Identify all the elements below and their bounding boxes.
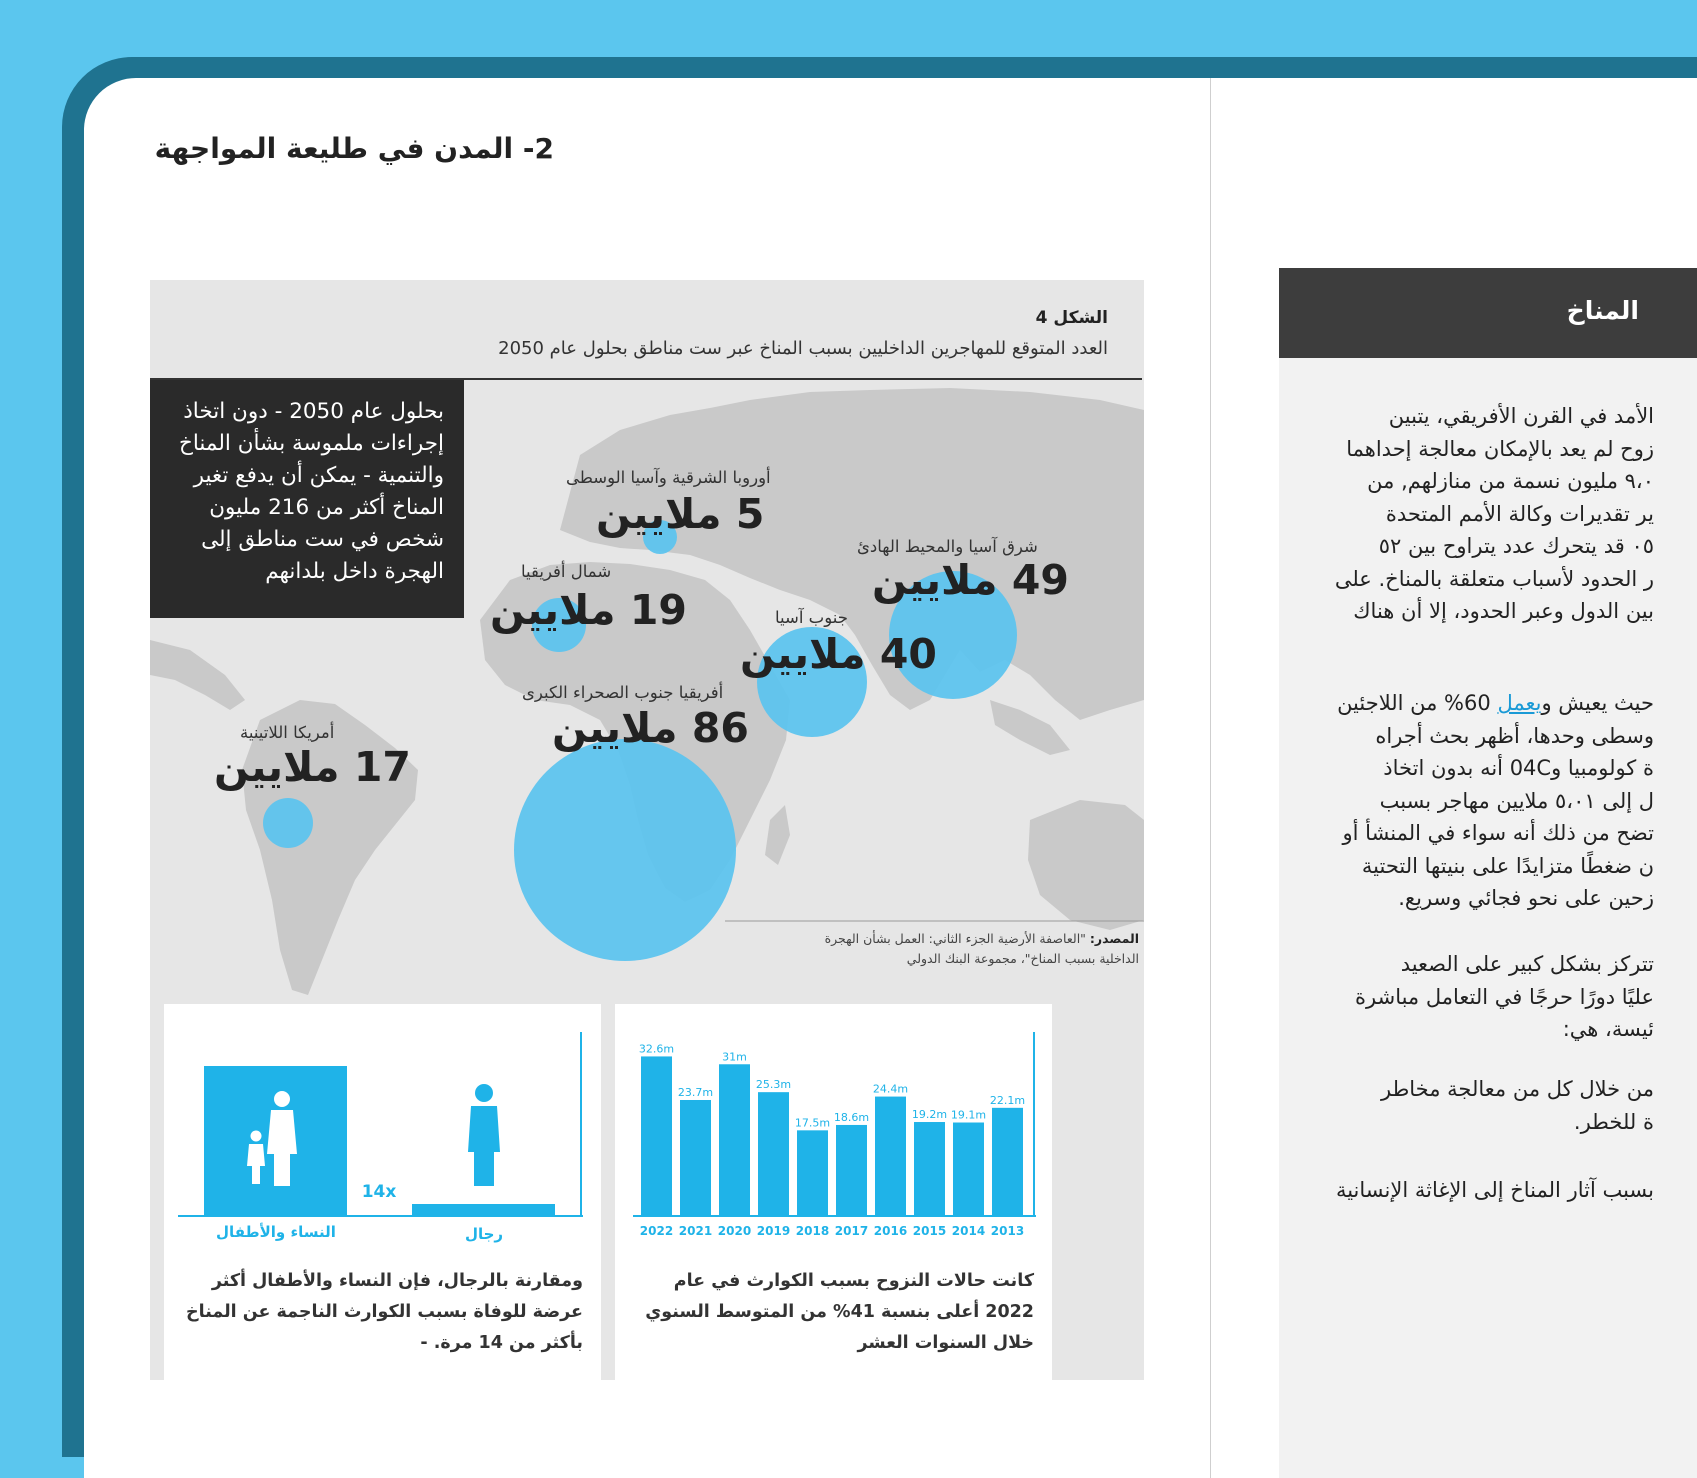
source-text: "العاصفة الأرضية الجزء الثاني: العمل بشأن الهجرة الداخلية بسبب المناخ"، مجموعة البنك الدولي	[824, 931, 1139, 966]
sidebar-line: وسطى وحدها، أظهر بحث أجراه	[1375, 723, 1654, 748]
sidebar-line: عليًا دورًا حرجًا في التعامل مباشرة	[1355, 984, 1654, 1009]
x-tick-label: 2019	[756, 1224, 791, 1238]
figure-caption: العدد المتوقع للمهاجرين الداخليين بسبب المناخ عبر ست مناطق بحلول عام 2050	[498, 338, 1108, 359]
bar-2022	[641, 1056, 672, 1216]
sidebar-paragraph-2	[1234, 687, 1654, 915]
bar-2014	[953, 1123, 984, 1216]
bar-2020	[719, 1064, 750, 1216]
region-value-east-asia-pacific: 49 ملايين	[872, 556, 1069, 604]
sidebar-line: تضح من ذلك أنه سواء في المنشأ أو	[1342, 821, 1654, 845]
multiplier-label: 14x	[361, 1182, 397, 1202]
sidebar-line: ر الحدود لأسباب متعلقة بالمناخ. على	[1334, 566, 1654, 591]
sidebar-line: من خلال كل من معالجة مخاطر	[1380, 1077, 1654, 1101]
mortality-text: ومقارنة بالرجال، فإن النساء والأطفال أكثر عرضة للوفاة بسبب الكوارث الناجمة عن المناخ بأكثر من 14 مرة. -	[186, 1271, 583, 1353]
bar-value-label: 19.2m	[911, 1108, 948, 1122]
region-value-europe-central-asia: 5 ملايين	[596, 490, 765, 538]
sidebar-paragraph-1	[1234, 400, 1654, 628]
x-tick-label: 2016	[873, 1224, 908, 1238]
bubble-sub-saharan-africa	[514, 739, 736, 961]
x-tick-label: 2015	[912, 1224, 947, 1238]
men-bar	[412, 1204, 555, 1216]
region-value-sub-saharan-africa: 86 ملايين	[552, 704, 749, 752]
sidebar-line: ن ضغطًا متزايدًا على بنيتها التحتية	[1361, 853, 1654, 878]
region-value-latin-america: 17 ملايين	[214, 743, 411, 791]
section-title: 2- المدن في طليعة المواجهة	[154, 132, 554, 165]
sidebar-line: ٠٥ قد يتحرك عدد يتراوح بين ٥٢	[1378, 534, 1654, 558]
region-name-east-asia-pacific: شرق آسيا والمحيط الهادئ	[857, 537, 1038, 556]
sidebar-line: بسبب آثار المناخ إلى الإغاثة الإنسانية	[1335, 1178, 1654, 1202]
region-name-europe-central-asia: أوروبا الشرقية وآسيا الوسطى	[566, 468, 771, 487]
bar-value-label: 23.7m	[677, 1085, 714, 1099]
bar-value-label: 19.1m	[950, 1108, 987, 1122]
document-page	[84, 78, 1697, 1478]
region-name-north-africa: شمال أفريقيا	[521, 562, 612, 581]
sidebar-link[interactable]: يعمل	[1497, 691, 1542, 715]
displacement-bar-chart	[615, 1004, 1052, 1264]
region-name-latin-america: أمريكا اللاتينية	[240, 723, 335, 742]
bar-value-label: 18.6m	[833, 1110, 870, 1124]
sidebar-header-title: المناخ	[1566, 296, 1639, 325]
sidebar-line: ة كولومبيا و04C أنه بدون اتخاذ	[1383, 756, 1654, 780]
sidebar-line: ة للخطر.	[1573, 1109, 1654, 1134]
bar-2018	[797, 1130, 828, 1216]
sidebar-paragraph-3	[1234, 948, 1654, 1046]
x-tick-label: 2014	[951, 1224, 986, 1238]
region-name-sub-saharan-africa: أفريقيا جنوب الصحراء الكبرى	[522, 683, 724, 702]
region-value-north-africa: 19 ملايين	[490, 586, 687, 634]
bar-value-label: 24.4m	[872, 1082, 909, 1096]
bar-2015	[914, 1122, 945, 1216]
bar-2016	[875, 1097, 906, 1216]
source-label: المصدر:	[1089, 931, 1139, 946]
mortality-panel	[164, 1004, 601, 1380]
region-name-south-asia: جنوب آسيا	[775, 608, 848, 627]
man-icon	[468, 1084, 500, 1186]
sidebar-line: تتركز بشكل كبير على الصعيد	[1400, 952, 1654, 976]
region-value-south-asia: 40 ملايين	[740, 630, 937, 678]
bar-2017	[836, 1125, 867, 1216]
bar-value-label: 32.6m	[638, 1042, 675, 1056]
sidebar-line: ير تقديرات وكالة الأمم المتحدة	[1385, 501, 1654, 526]
bar-value-label: 17.5m	[794, 1116, 831, 1130]
bubble-latin-america	[263, 798, 313, 848]
sidebar-paragraph-5	[1234, 1174, 1654, 1207]
sidebar-paragraph-4	[1234, 1073, 1654, 1138]
sidebar-header	[1279, 268, 1697, 358]
x-tick-label: 2022	[639, 1224, 674, 1238]
figure-label: الشكل 4	[1035, 308, 1108, 328]
sidebar-text: حيث يعيش و	[1541, 691, 1654, 715]
sidebar-line: ئيسة، هي:	[1562, 1017, 1654, 1041]
figure-callout: بحلول عام 2050 - دون اتخاذ إجراءات ملموسة بشأن المناخ والتنمية - يمكن أن يدفع تغير المناخ أكثر من 216 مليون شخص في ست مناطق إلى الهجرة داخل بلدانهم	[150, 380, 464, 618]
x-tick-label: 2018	[795, 1224, 830, 1238]
mortality-graphic	[164, 1004, 601, 1264]
sidebar-text: 60% من اللاجئين	[1337, 691, 1491, 715]
column-divider	[1210, 78, 1211, 1478]
bar-value-label: 25.3m	[755, 1078, 792, 1092]
x-tick-label: 2020	[717, 1224, 752, 1238]
sidebar-line: الأمد في القرن الأفريقي، يتبين	[1388, 404, 1654, 428]
bar-2013	[992, 1108, 1023, 1216]
bar-2021	[680, 1100, 711, 1216]
sidebar-line: بين الدول وعبر الحدود، إلا أن هناك	[1353, 599, 1654, 623]
sidebar-line: ل إلى ٥،٠١ ملايين مهاجر بسبب	[1379, 788, 1654, 813]
sidebar-line: زحين على نحو فجائي وسريع.	[1398, 886, 1654, 910]
infographic	[150, 280, 1144, 1380]
figure-source	[819, 929, 1139, 969]
sidebar-line: زوح لم يعد بالإمكان معالجة إحداهما	[1346, 436, 1654, 461]
sidebar-line: ٩،٠ مليون نسمة من منازلهم, من	[1367, 469, 1654, 493]
displacement-panel	[615, 1004, 1052, 1380]
bar-2019	[758, 1092, 789, 1216]
displacement-text: كانت حالات النزوح بسبب الكوارث في عام 2022 أعلى بنسبة 41% من المتوسط السنوي خلال السنوات العشر	[645, 1271, 1034, 1353]
bar-value-label: 22.1m	[989, 1093, 1026, 1107]
men-label: رجال	[464, 1225, 504, 1243]
women-children-label: النساء والأطفال	[216, 1223, 336, 1241]
bar-value-label: 31m	[722, 1050, 747, 1064]
x-tick-label: 2013	[990, 1224, 1025, 1238]
sidebar-line	[1234, 687, 1654, 720]
x-tick-label: 2017	[834, 1224, 869, 1238]
x-tick-label: 2021	[678, 1224, 713, 1238]
